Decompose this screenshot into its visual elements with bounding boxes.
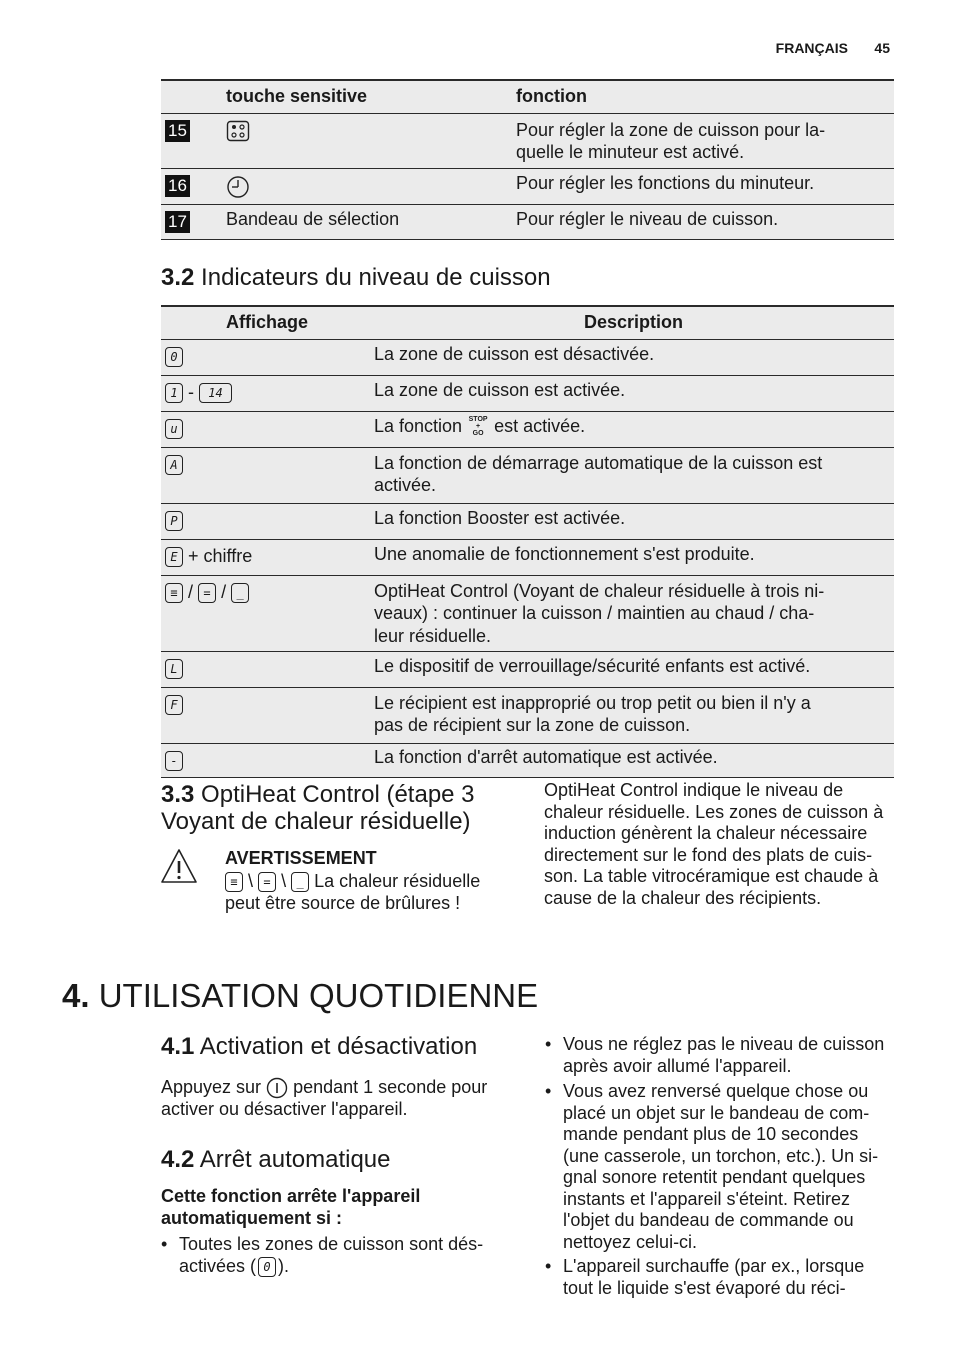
table-row: [161, 743, 894, 777]
display-symbol: A: [165, 455, 183, 475]
display-symbol: L: [165, 659, 183, 679]
description-text: La fonction STOP + GO est activée.: [374, 415, 586, 438]
display-symbol: P: [165, 511, 183, 531]
description-text: Le récipient est inapproprié ou trop petit ou bien il n'y a pas de récipient sur la zone de cuisson.: [374, 692, 811, 735]
section-heading-3-2: 3.2 Indicateurs du niveau de cuisson: [161, 264, 551, 291]
warning-text: ≡ \ = \ _ La chaleur résiduelle peut être source de brûlures !: [225, 871, 481, 913]
col-header-key: touche sensitive: [226, 86, 368, 106]
description-text: OptiHeat Control (Voyant de chaleur résiduelle à trois ni- veaux) : continuer la cuisson / maintien au chaud / cha- leur résiduelle.: [374, 580, 825, 646]
table-row: [161, 168, 894, 204]
table-row: [161, 411, 894, 447]
table-row: [161, 204, 894, 239]
chapter-heading: 4. UTILISATION QUOTIDIENNE: [62, 977, 539, 1014]
touch-key-table: [161, 79, 894, 240]
page-number: 45: [874, 40, 890, 56]
display-symbol: ≡: [225, 872, 243, 892]
display-symbol: _: [231, 583, 249, 603]
list-item: • L'appareil surchauffe (par ex., lorsque tout le liquide s'est évaporé du réci-: [545, 1256, 865, 1298]
key-label: Bandeau de sélection: [226, 208, 400, 229]
table-row: [161, 339, 894, 375]
display-symbol: 1: [165, 383, 183, 403]
display-symbol: 0: [258, 1257, 276, 1277]
description-text: La zone de cuisson est activée.: [374, 379, 626, 400]
table-row: [161, 113, 894, 168]
function-text: Pour régler la zone de cuisson pour la- quelle le minuteur est activé.: [516, 119, 826, 162]
display-symbol: =: [258, 872, 276, 892]
display-symbol: F: [165, 695, 183, 715]
item-number: 15: [165, 120, 190, 142]
col-header-function: fonction: [516, 86, 587, 106]
display-symbol: 14: [199, 383, 232, 403]
description-text: Une anomalie de fonctionnement s'est produite.: [374, 543, 755, 564]
header-language: FRANÇAIS: [775, 40, 848, 56]
timer-zone-icon: [226, 120, 250, 142]
display-symbol: =: [198, 583, 216, 603]
function-text: Pour régler le niveau de cuisson.: [516, 208, 779, 229]
col-header-display: Affichage: [225, 312, 308, 332]
item-number: 16: [165, 175, 190, 197]
display-symbol: ≡: [165, 583, 183, 603]
warning-title: AVERTISSEMENT: [225, 848, 377, 868]
table-row: [161, 651, 894, 687]
power-button-icon: [266, 1077, 288, 1099]
warning-triangle-icon: [160, 848, 198, 884]
table-row: ≡ / = / _ OptiHeat Control (Voyant de chaleur résiduelle à trois ni- veaux) : continuer la cuisson / maintien au chaud / cha- leur résiduelle.: [161, 575, 894, 651]
description-text: La zone de cuisson est désactivée.: [374, 343, 655, 364]
list-item: • Vous avez renversé quelque chose ou placé un objet sur le bandeau de com- mande pendant plus de 10 secondes (une casserole, un torchon, etc.). Un si- gnal sonore retentit pendant quelques instants et l'appareil s'éteint. Retirez l'objet du bandeau de commande ou nettoyez celui-ci.: [545, 1081, 879, 1252]
display-symbol: E: [165, 547, 183, 567]
stop-go-icon: STOP + GO: [468, 416, 488, 438]
description-text: La fonction Booster est activée.: [374, 507, 626, 528]
display-symbol: u: [165, 419, 183, 439]
item-number: 17: [165, 211, 190, 233]
description-text: La fonction d'arrêt automatique est activée.: [374, 746, 718, 767]
display-symbol: 0: [165, 347, 183, 367]
display-symbol: -: [165, 751, 183, 771]
power-level-indicator-table: [161, 305, 894, 778]
list-item: • Toutes les zones de cuisson sont dés- activées ( 0 ).: [161, 1234, 484, 1276]
table-row: [161, 447, 894, 503]
optiheat-body-text: OptiHeat Control indique le niveau de chaleur résiduelle. Les zones de cuisson à induction génèrent la chaleur nécessaire directement sur le fond des plats de cuis- son. La table vitrocéramique est chaude à cause de la chaleur des récipients.: [544, 780, 884, 908]
table-row: [161, 503, 894, 539]
description-text: La fonction de démarrage automatique de la cuisson est activée.: [374, 452, 823, 495]
clock-icon: [226, 175, 250, 199]
function-text: Pour régler les fonctions du minuteur.: [516, 172, 815, 193]
section-heading-4-1: 4.1 Activation et désactivation: [161, 1033, 478, 1060]
activation-text: Appuyez sur pendant 1 seconde pour activer ou désactiver l'appareil.: [161, 1077, 488, 1120]
table-row: [161, 687, 894, 743]
list-item: • Vous ne réglez pas le niveau de cuisson après avoir allumé l'appareil.: [545, 1034, 885, 1076]
description-text: Le dispositif de verrouillage/sécurité enfants est activé.: [374, 655, 811, 676]
col-header-description: Description: [583, 312, 684, 332]
auto-off-lead: Cette fonction arrête l'appareil automatiquement si :: [161, 1186, 421, 1228]
display-symbol: _: [291, 872, 309, 892]
section-heading-4-2: 4.2 Arrêt automatique: [161, 1146, 391, 1173]
section-heading-3-3: 3.3 OptiHeat Control (étape 3 Voyant de chaleur résiduelle): [161, 781, 475, 835]
table-row: E + chiffre Une anomalie de fonctionnement s'est produite.: [161, 539, 894, 575]
table-row: 1 - 14 La zone de cuisson est activée.: [161, 375, 894, 411]
